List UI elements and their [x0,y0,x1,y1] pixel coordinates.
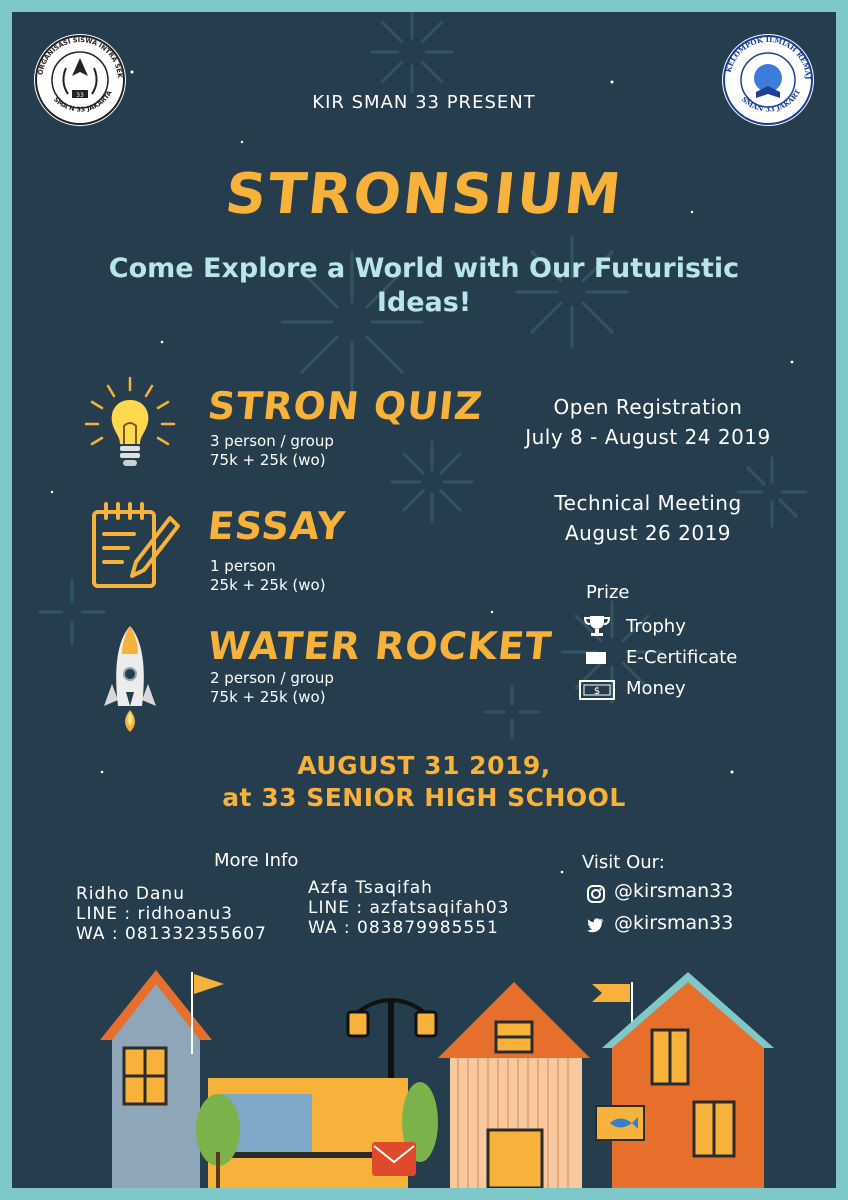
kir-logo [720,32,816,128]
competition-detail-essay-1: 1 person [210,557,276,575]
prize-trophy: Trophy [626,616,686,637]
lightbulb-icon [78,374,182,474]
twitter-handle[interactable]: @kirsman33 [614,912,734,934]
svg-text:$: $ [593,686,601,697]
event-date: AUGUST 31 2019, [297,751,551,780]
subtitle-line-1: Come Explore a World with Our Futuristic [108,253,740,284]
competition-title-essay: ESSAY [205,504,348,548]
svg-text:SMAN 33 JAKARTA: SMAN 33 JAKART [739,87,803,114]
technical-meeting-label: Technical Meeting [554,491,742,515]
contact-wa: WA : 083879985551 [308,918,499,938]
contact-name: Azfa Tsaqifah [308,878,433,898]
event-date-venue [12,750,836,814]
more-info-heading: More Info [214,850,299,871]
contact-line: LINE : ridhoanu3 [76,904,233,924]
competition-title-quiz: STRON QUIZ [205,384,486,428]
registration-dates: July 8 - August 24 2019 [525,425,771,449]
competition-detail-essay-2: 25k + 25k (wo) [210,576,326,594]
contact-line: LINE : azfatsaqifah03 [308,898,510,918]
houses-illustration [12,962,836,1188]
prize-heading: Prize [586,582,630,603]
social-heading: Visit Our: [582,852,665,873]
presenter-line: KIR SMAN 33 PRESENT [312,92,536,113]
svg-text:33: 33 [76,92,84,99]
trophy-icon [580,614,614,638]
certificate-icon [582,650,612,666]
competition-title-rocket: WATER ROCKET [205,624,555,668]
notepad-pencil-icon [88,500,182,592]
technical-meeting-info [478,488,818,548]
house-middle-right [438,982,590,1188]
contact-wa: WA : 081332355607 [76,924,267,944]
subtitle-line-2: Ideas! [376,287,472,318]
poster [12,12,836,1188]
prize-money: Money [626,678,686,699]
svg-text:SMA N 33 JAKARTA: SMA N 33 JAKARTA [51,89,114,114]
competition-detail-quiz-1: 3 person / group [210,432,334,450]
contact-ridho [76,884,267,944]
rocket-icon [100,622,160,732]
contact-name: Ridho Danu [76,884,185,904]
event-subtitle [52,252,796,320]
registration-info [478,392,818,452]
house-right [596,972,774,1188]
technical-meeting-date: August 26 2019 [564,521,732,545]
competition-detail-quiz-2: 75k + 25k (wo) [210,451,326,469]
competition-detail-rocket-1: 2 person / group [210,669,334,687]
instagram-icon [586,884,606,904]
prize-certificate: E-Certificate [626,647,738,668]
competition-detail-rocket-2: 75k + 25k (wo) [210,688,326,706]
event-venue: at 33 SENIOR HIGH SCHOOL [222,783,626,812]
house-left [100,970,212,1188]
registration-label: Open Registration [553,395,743,419]
money-icon [578,678,618,702]
svg-text:ORGANISASI SISWA INTRA SEKOLAH: ORGANISASI SISWA INTRA SEK [36,35,124,79]
osis-logo [32,32,128,128]
contact-azfa [308,878,509,938]
svg-text:KELOMPOK ILMIAH REMAJA: KELOMPOK ILMIAH REMAJ [723,34,814,80]
instagram-handle[interactable]: @kirsman33 [614,880,734,902]
twitter-icon [586,916,606,934]
event-title: STRONSIUM [222,162,626,227]
